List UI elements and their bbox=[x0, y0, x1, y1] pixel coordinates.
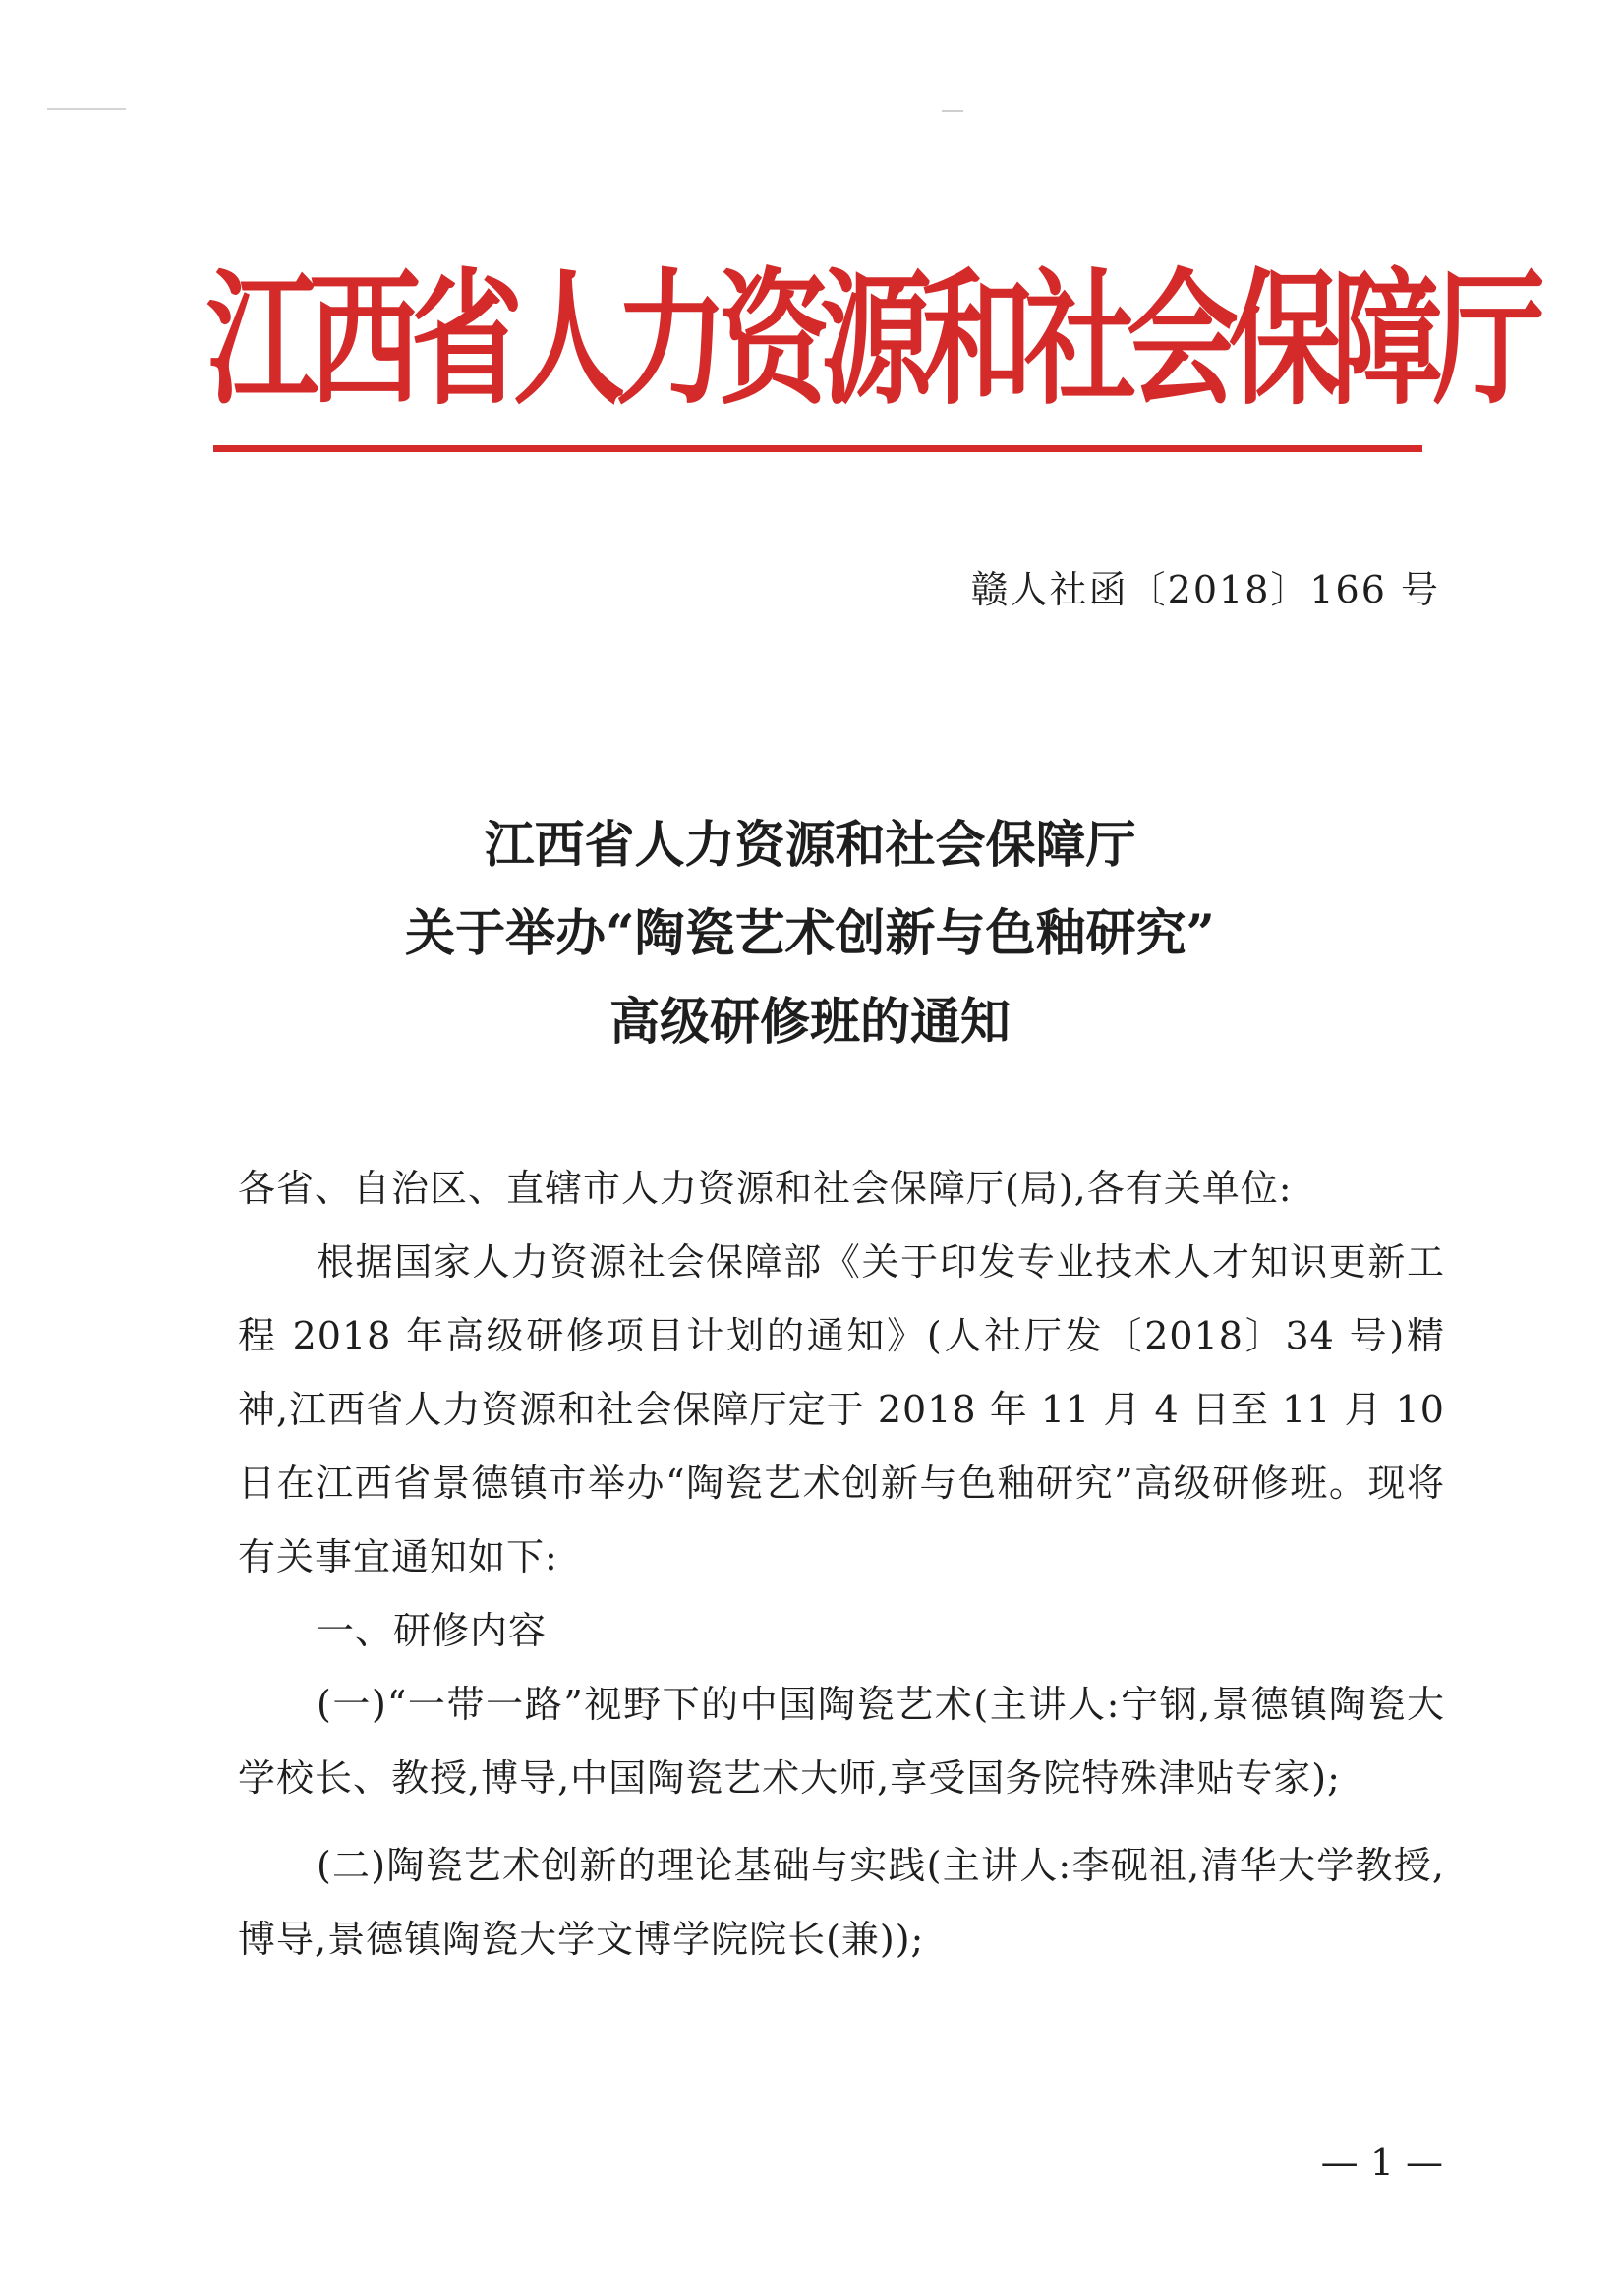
content-item-1: (一)“一带一路”视野下的中国陶瓷艺术(主讲人:宁钢,景德镇陶瓷大学校长、教授,博导,中国陶瓷艺术大师,享受国务院特殊津贴专家); bbox=[238, 1683, 1445, 1800]
notice-body bbox=[238, 1152, 1445, 1977]
notice-title-line-1: 江西省人力资源和社会保障厅 bbox=[484, 816, 1136, 875]
scan-artifact-center bbox=[942, 110, 963, 112]
intro-paragraph: 根据国家人力资源社会保障部《关于印发专业技术人才知识更新工程 2018 年高级研修项目计划的通知》(人社厅发〔2018〕34 号)精神,江西省人力资源和社会保障厅定于 2018 年 11 月 4 日至 11 月 10 日在江西省景德镇市举办“陶瓷艺术创新与色釉研究”高级研修班。现将有关事宜通知如下: bbox=[238, 1240, 1445, 1578]
letterhead-red-rule bbox=[213, 445, 1422, 452]
page-number: — 1 — bbox=[1320, 2141, 1443, 2184]
content-item-2: (二)陶瓷艺术创新的理论基础与实践(主讲人:李砚祖,清华大学教授,博导,景德镇陶瓷大学文博学院院长(兼)); bbox=[238, 1844, 1445, 1961]
notice-title-line-2: 关于举办“陶瓷艺术创新与色釉研究” bbox=[405, 904, 1215, 963]
notice-title-line-3: 高级研修班的通知 bbox=[608, 993, 1011, 1052]
document-number: 赣人社函〔2018〕166 号 bbox=[970, 568, 1440, 611]
scan-artifact-left bbox=[47, 108, 126, 110]
salutation: 各省、自治区、直辖市人力资源和社会保障厅(局),各有关单位: bbox=[238, 1167, 1293, 1210]
section-heading-research-content: 一、研修内容 bbox=[317, 1609, 548, 1652]
letterhead-title: 江西省人力资源和社会保障厅 bbox=[206, 253, 1536, 426]
